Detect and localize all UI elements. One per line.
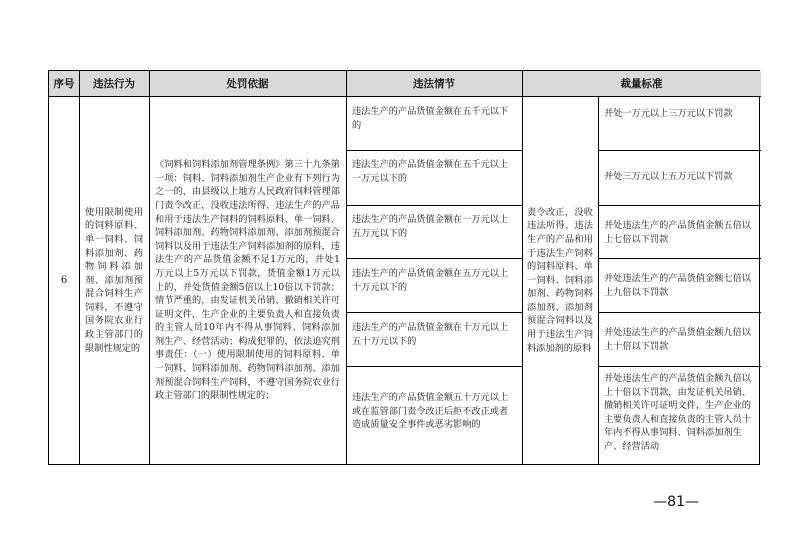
- header-violation: 违法行为: [79, 71, 149, 97]
- basis-text: 《饲料和饲料添加剂管理条例》第三十九条第一项：饲料、饲料添加剂生产企业有下列行为之一的，由县级以上地方人民政府饲料管理部门责令改正，没收违法所得、违法生产的产品和用于违法生产饲料的饲料原料、单一饲料、饲料添加剂、药物饲料添加剂、添加剂预混合饲料以及用于违法生产饲料添加剂的原料，违法生产的产品货值金额不足1万元的，并处1万元以上5万元以下罚款，货值金额1万元以上的，并处货值金额5倍以上10倍以下罚款；情节严重的，由发证机关吊销、撤销相关许可证明文件，生产企业的主要负责人和直接负责的主管人员10年内不得从事饲料、饲料添加剂生产、经营活动；构成犯罪的，依法追究刑事责任：（一）使用限制使用的饲料原料、单一饲料、饲料添加剂、药物饲料添加剂、添加剂预混合饲料生产饲料，不遵守国务院农业行政主管部门的限制性规定的；: [155, 159, 340, 402]
- standard-4: 并处违法生产的产品货值金额七倍以上九倍以下罚款: [604, 273, 751, 298]
- header-index: 序号: [49, 71, 79, 97]
- header-standards: 裁量标准: [522, 71, 761, 97]
- circumstance-4: 违法生产的产品货值金额在五万元以上十万元以下的: [352, 268, 509, 293]
- circumstance-1: 违法生产的产品货值金额在五千元以下的: [352, 106, 509, 131]
- violation-text: 使用限制使用的饲料原料、单一饲料、饲料添加剂、药物饲料添加剂、添加剂预混合饲料生产饲料，不遵守国务院农业行政主管部门的限制性规定的: [85, 206, 143, 354]
- header-basis: 处罚依据: [149, 71, 346, 97]
- grid-line: [346, 258, 522, 259]
- standard-3: 并处违法生产的产品货值金额五倍以上七倍以下罚款: [604, 220, 751, 245]
- common-measure-cell: [522, 97, 598, 464]
- header-circumstances: 违法情节: [346, 71, 522, 97]
- basis-cell: [149, 97, 346, 464]
- page-number: —81—: [653, 494, 699, 510]
- grid-line: [346, 312, 522, 313]
- standard-1: 并处一万元以上三万元以下罚款: [604, 108, 733, 119]
- common-measure-text: 责令改正，没收违法所得、违法生产的产品和用于违法生产饲料的饲料原料、单一饲料、饲料添加剂、药物饲料添加剂、添加剂预混合饲料以及用于违法生产饲料添加剂的原料: [527, 206, 593, 354]
- row-index: 6: [60, 274, 68, 286]
- standard-6: 并处违法生产的产品货值金额九倍以上十倍以下罚款，由发证机关吊销、撤销相关许可证明文件，生产企业的主要负责人和直接负责的主管人员十年内不得从事饲料、饲料添加剂生产、经营活动: [604, 373, 751, 452]
- standard-5: 并处违法生产的产品货值金额九倍以上十倍以下罚款: [604, 327, 751, 352]
- grid-line: [598, 205, 761, 206]
- grid-line: [598, 150, 761, 151]
- grid-line: [598, 312, 761, 313]
- grid-line: [346, 205, 522, 206]
- violation-cell: [79, 97, 149, 464]
- penalty-discretion-table: [48, 70, 760, 465]
- circumstance-2: 违法生产的产品货值金额在五千元以上一万元以下的: [352, 159, 509, 184]
- grid-line: [598, 258, 761, 259]
- circumstance-3: 违法生产的产品货值金额在一万元以上五万元以下的: [352, 214, 509, 239]
- grid-line: [598, 366, 761, 367]
- circumstance-6: 违法生产的产品货值金额五十万元以上或在监管部门责令改正后拒不改正或者造成质量安全事件或恶劣影响的: [352, 392, 509, 431]
- standard-2: 并处三万元以上五万元以下罚款: [604, 171, 733, 182]
- grid-line: [346, 366, 522, 367]
- circumstance-5: 违法生产的产品货值金额在十万元以上五十万元以下的: [352, 322, 509, 347]
- grid-line: [346, 150, 522, 151]
